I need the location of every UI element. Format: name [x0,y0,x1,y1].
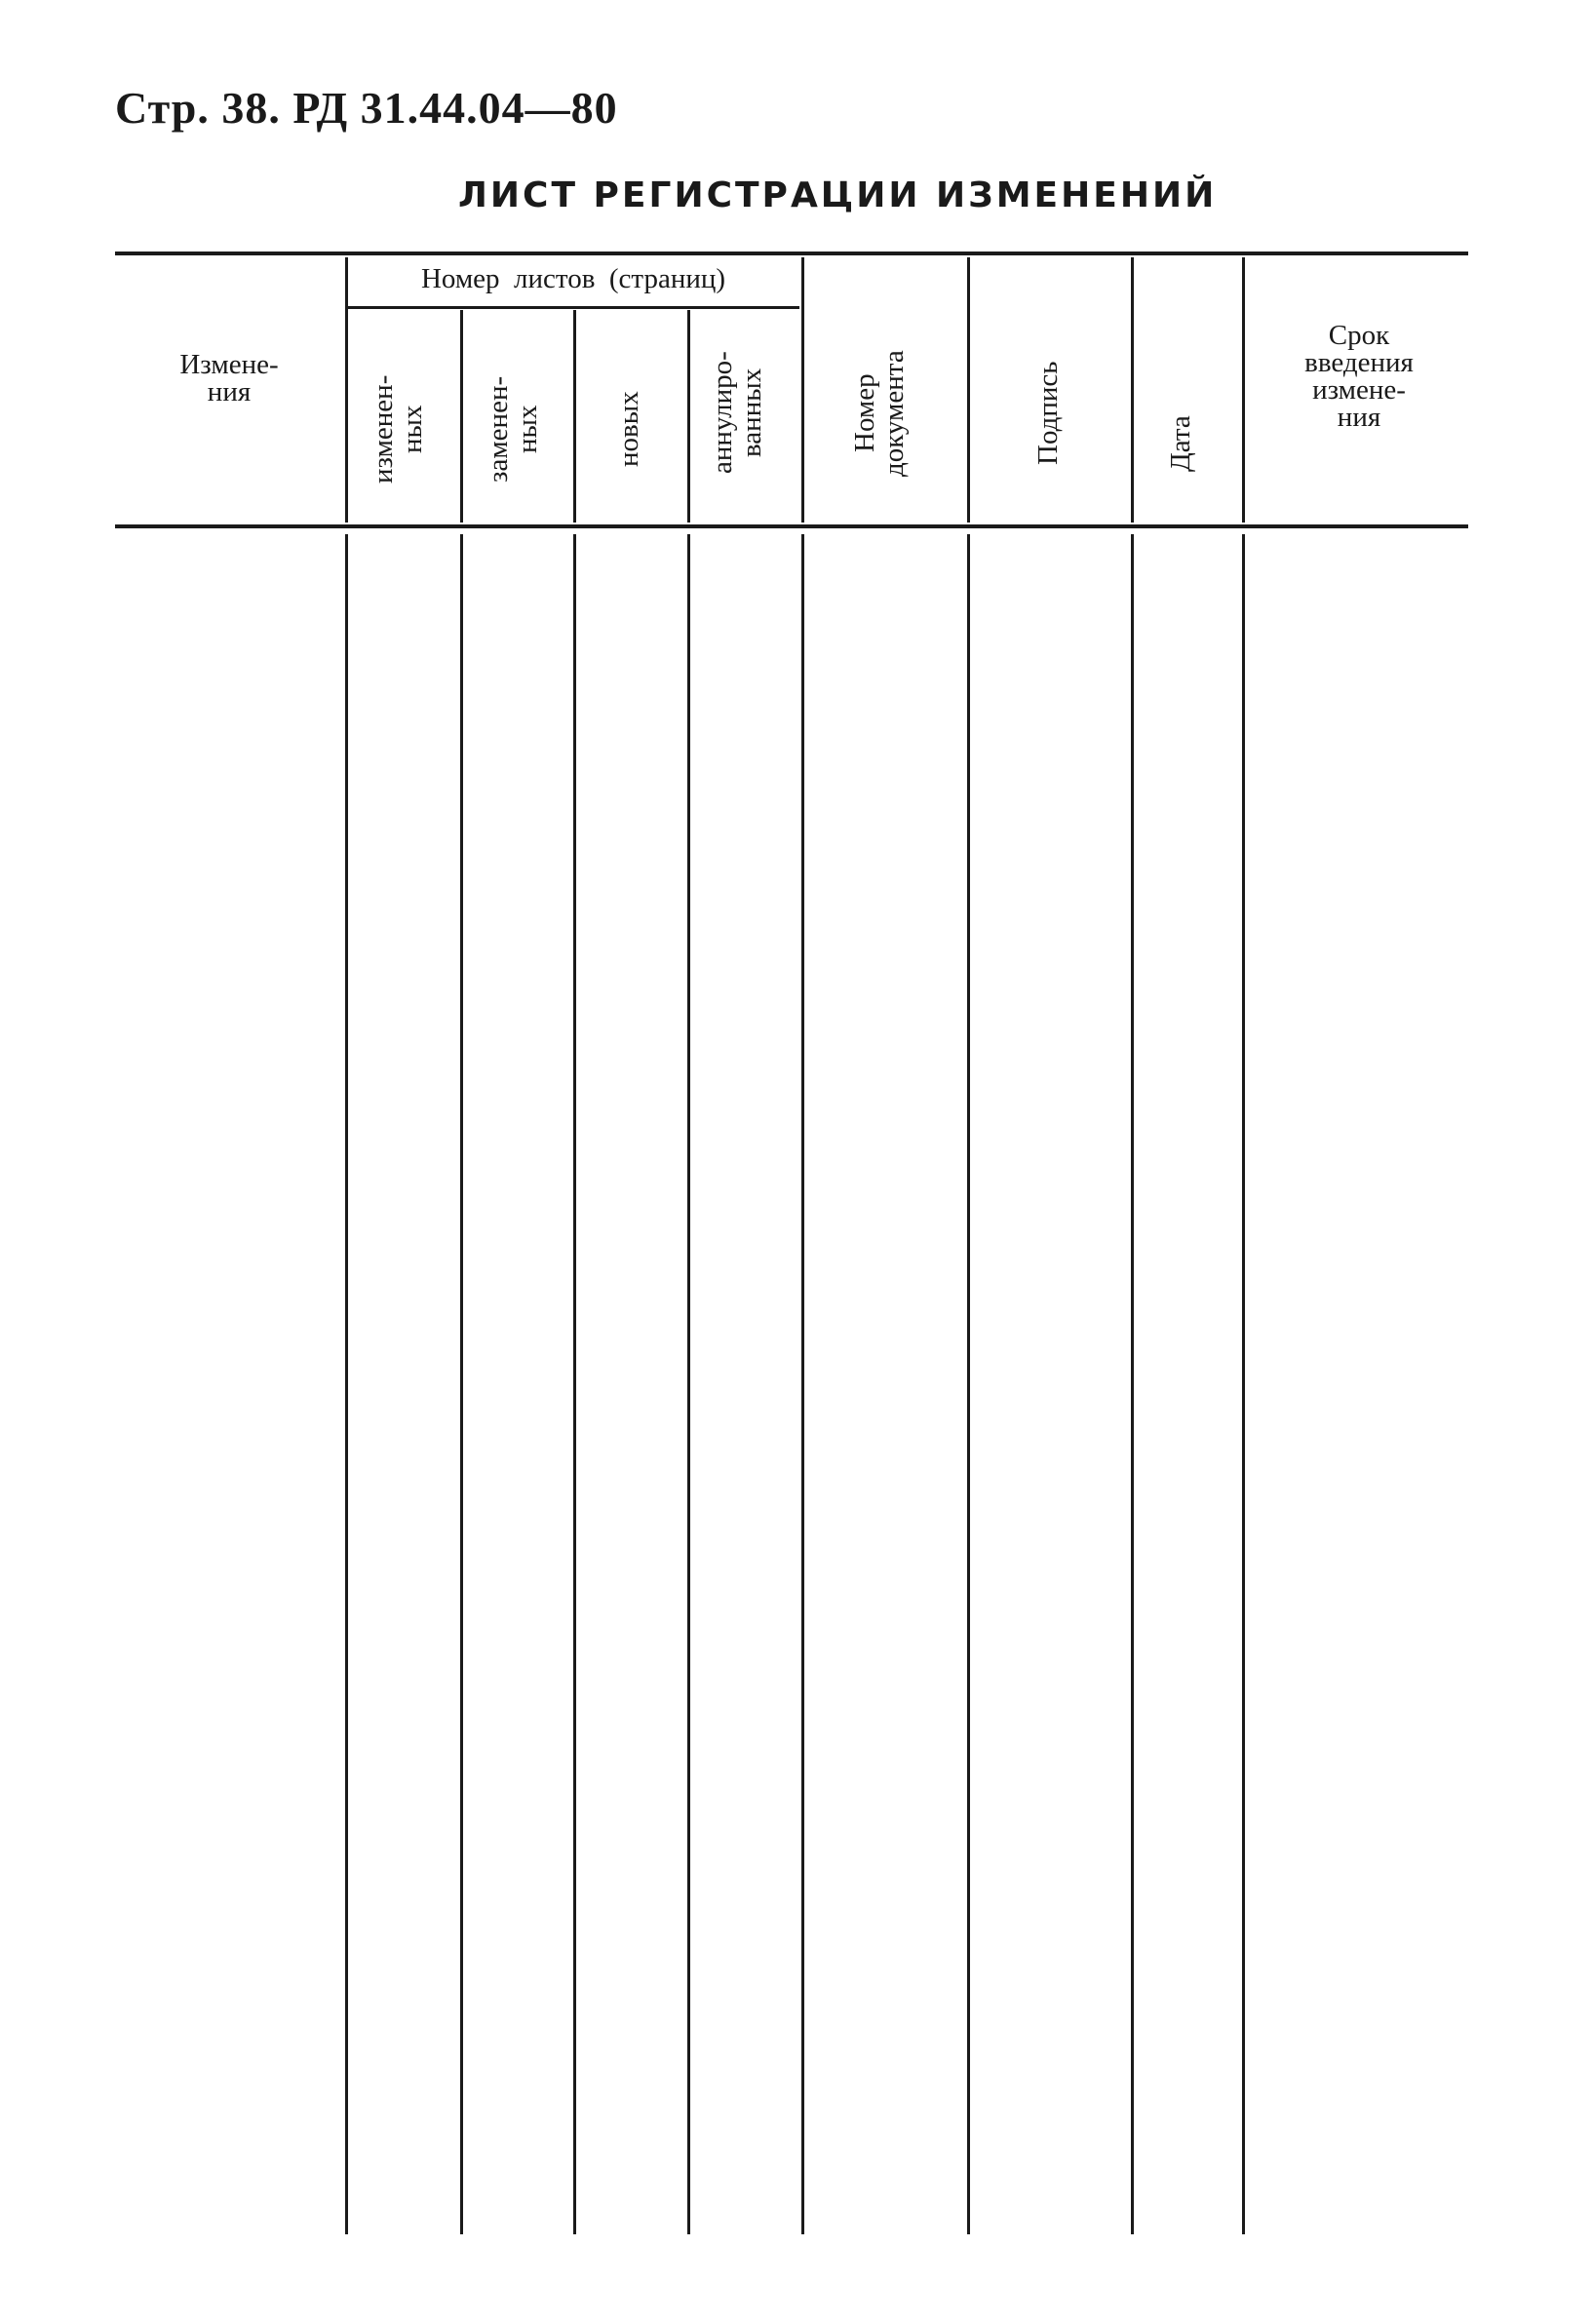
header-divider-8 [1242,257,1245,523]
header-bottom-border [115,524,1468,528]
body-divider-6 [967,534,970,2234]
body-divider-8 [1242,534,1245,2234]
body-divider-2 [460,534,463,2234]
col-changed-header: изменен- ных [368,374,428,484]
header-divider-7 [1131,257,1134,523]
header-divider-5 [801,257,804,523]
header-divider-2 [460,310,463,523]
header-divider-1 [345,257,348,523]
body-divider-7 [1131,534,1134,2234]
body-divider-3 [573,534,576,2234]
col-change-header: Измене- ния [179,349,279,407]
group-header-sheet-numbers: Номер листов (страниц) [420,263,726,294]
col-annulled-header: аннулиро- ванных [707,351,767,474]
header-divider-4 [687,310,690,523]
col-replaced-header: заменен- ных [483,375,543,483]
sheet-title: ЛИСТ РЕГИСТРАЦИИ ИЗМЕНЕНИЙ [458,175,1218,215]
header-divider-6 [967,257,970,523]
body-divider-1 [345,534,348,2234]
page-header: Стр. 38. РД 31.44.04—80 [115,83,618,133]
table-top-border [115,252,1468,255]
col-new-header: новых [613,391,644,467]
body-divider-4 [687,534,690,2234]
col-doc-number-header: Номер документа [849,350,910,477]
col-signature-header: Подпись [1032,361,1064,466]
body-divider-5 [801,534,804,2234]
col-deadline-header: Срок введения измене- ния [1304,320,1414,433]
group-header-underline [347,306,799,309]
header-divider-3 [573,310,576,523]
col-date-header: Дата [1165,415,1196,472]
